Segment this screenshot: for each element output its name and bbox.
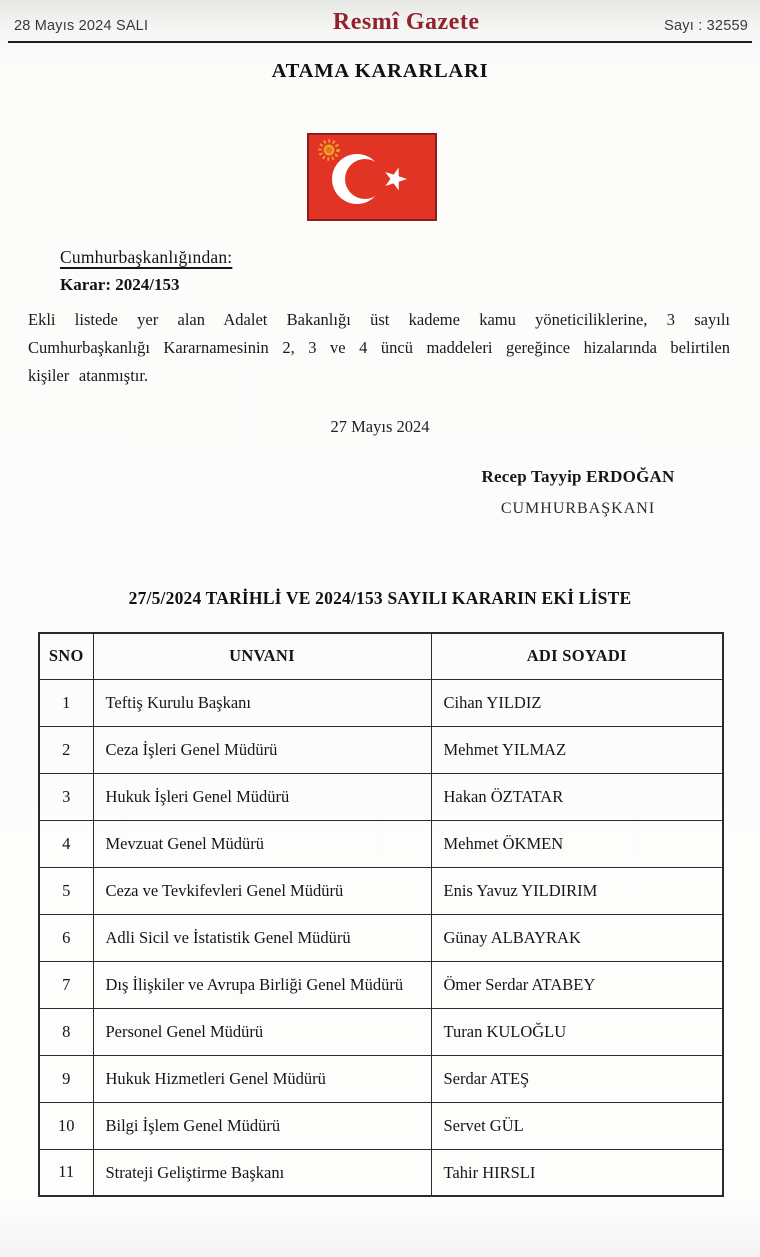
table-row — [39, 773, 723, 820]
gazette-title: Resmî Gazete — [332, 9, 480, 35]
row-number-cell: 10 — [39, 1102, 93, 1149]
appointee-name-cell: Serdar ATEŞ — [431, 1055, 723, 1102]
row-number-cell: 1 — [39, 679, 93, 726]
appointee-name-cell: Tahir HIRSLI — [431, 1149, 723, 1196]
position-title-cell: Strateji Geliştirme Başkanı — [93, 1149, 431, 1196]
table-row — [39, 1149, 723, 1196]
table-row — [39, 1102, 723, 1149]
appointee-name-cell: Enis Yavuz YILDIRIM — [431, 867, 723, 914]
position-title-cell: Dış İlişkiler ve Avrupa Birliği Genel Müdürü — [93, 961, 431, 1008]
table-row — [39, 914, 723, 961]
row-number-cell: 6 — [39, 914, 93, 961]
column-header-sno: SNO — [39, 633, 93, 679]
masthead-divider — [8, 41, 752, 43]
signature-block — [458, 467, 698, 518]
row-number-cell: 7 — [39, 961, 93, 1008]
appointee-name-cell: Günay ALBAYRAK — [431, 914, 723, 961]
appointee-name-cell: Hakan ÖZTATAR — [431, 773, 723, 820]
masthead — [0, 0, 760, 36]
row-number-cell: 9 — [39, 1055, 93, 1102]
position-title-cell: Teftiş Kurulu Başkanı — [93, 679, 431, 726]
appointments-table-body — [39, 679, 723, 1196]
table-row — [39, 726, 723, 773]
position-title-cell: Ceza İşleri Genel Müdürü — [93, 726, 431, 773]
signature-title: CUMHURBAŞKANI — [500, 500, 656, 517]
appointments-table-header — [39, 633, 723, 679]
appointee-name-cell: Mehmet YILMAZ — [431, 726, 723, 773]
decree-date: 27 Mayıs 2024 — [330, 417, 430, 436]
gazette-issue-number: Sayı : 32559 — [664, 18, 748, 34]
appointee-name-cell: Ömer Serdar ATABEY — [431, 961, 723, 1008]
row-number-cell: 11 — [39, 1149, 93, 1196]
position-title-cell: Hukuk İşleri Genel Müdürü — [93, 773, 431, 820]
appointee-name-cell: Mehmet ÖKMEN — [431, 820, 723, 867]
table-row — [39, 679, 723, 726]
appointments-table — [38, 632, 724, 1197]
position-title-cell: Mevzuat Genel Müdürü — [93, 820, 431, 867]
signature-name: Recep Tayyip ERDOĞAN — [481, 467, 675, 486]
position-title-cell: Personel Genel Müdürü — [93, 1008, 431, 1055]
row-number-cell: 3 — [39, 773, 93, 820]
appointee-name-cell: Cihan YILDIZ — [431, 679, 723, 726]
row-number-cell: 2 — [39, 726, 93, 773]
appointee-name-cell: Servet GÜL — [431, 1102, 723, 1149]
table-row — [39, 867, 723, 914]
row-number-cell: 4 — [39, 820, 93, 867]
row-number-cell: 5 — [39, 867, 93, 914]
section-title: ATAMA KARARLARI — [271, 60, 489, 82]
position-title-cell: Ceza ve Tevkifevleri Genel Müdürü — [93, 867, 431, 914]
position-title-cell: Hukuk Hizmetleri Genel Müdürü — [93, 1055, 431, 1102]
gazette-date: 28 Mayıs 2024 SALI — [14, 18, 149, 34]
appointee-name-cell: Turan KULOĞLU — [431, 1008, 723, 1055]
table-row — [39, 961, 723, 1008]
header-row — [39, 633, 723, 679]
table-row — [39, 1055, 723, 1102]
turkish-flag-graphic — [307, 133, 437, 221]
decree-body-text: Ekli listede yer alan Adalet Bakanlığı üst kademe kamu yöneticiliklerine, 3 sayılı Cumhurbaşkanlığı Kararnamesinin 2, 3 ve 4 üncü maddeleri gereğince hizalarında belirtilen kişiler atanmıştır. — [28, 310, 730, 385]
annex-list-title: 27/5/2024 TARİHLİ VE 2024/153 SAYILI KARARIN EKİ LİSTE — [128, 588, 632, 608]
row-number-cell: 8 — [39, 1008, 93, 1055]
decree-number: Karar: 2024/153 — [60, 275, 180, 294]
turkish-flag — [307, 133, 437, 221]
position-title-cell: Adli Sicil ve İstatistik Genel Müdürü — [93, 914, 431, 961]
position-title-cell: Bilgi İşlem Genel Müdürü — [93, 1102, 431, 1149]
column-header-adi-soyadi: ADI SOYADI — [431, 633, 723, 679]
table-row — [39, 1008, 723, 1055]
table-row — [39, 820, 723, 867]
decree-issuer: Cumhurbaşkanlığından: — [60, 247, 233, 267]
column-header-unvani: UNVANI — [93, 633, 431, 679]
